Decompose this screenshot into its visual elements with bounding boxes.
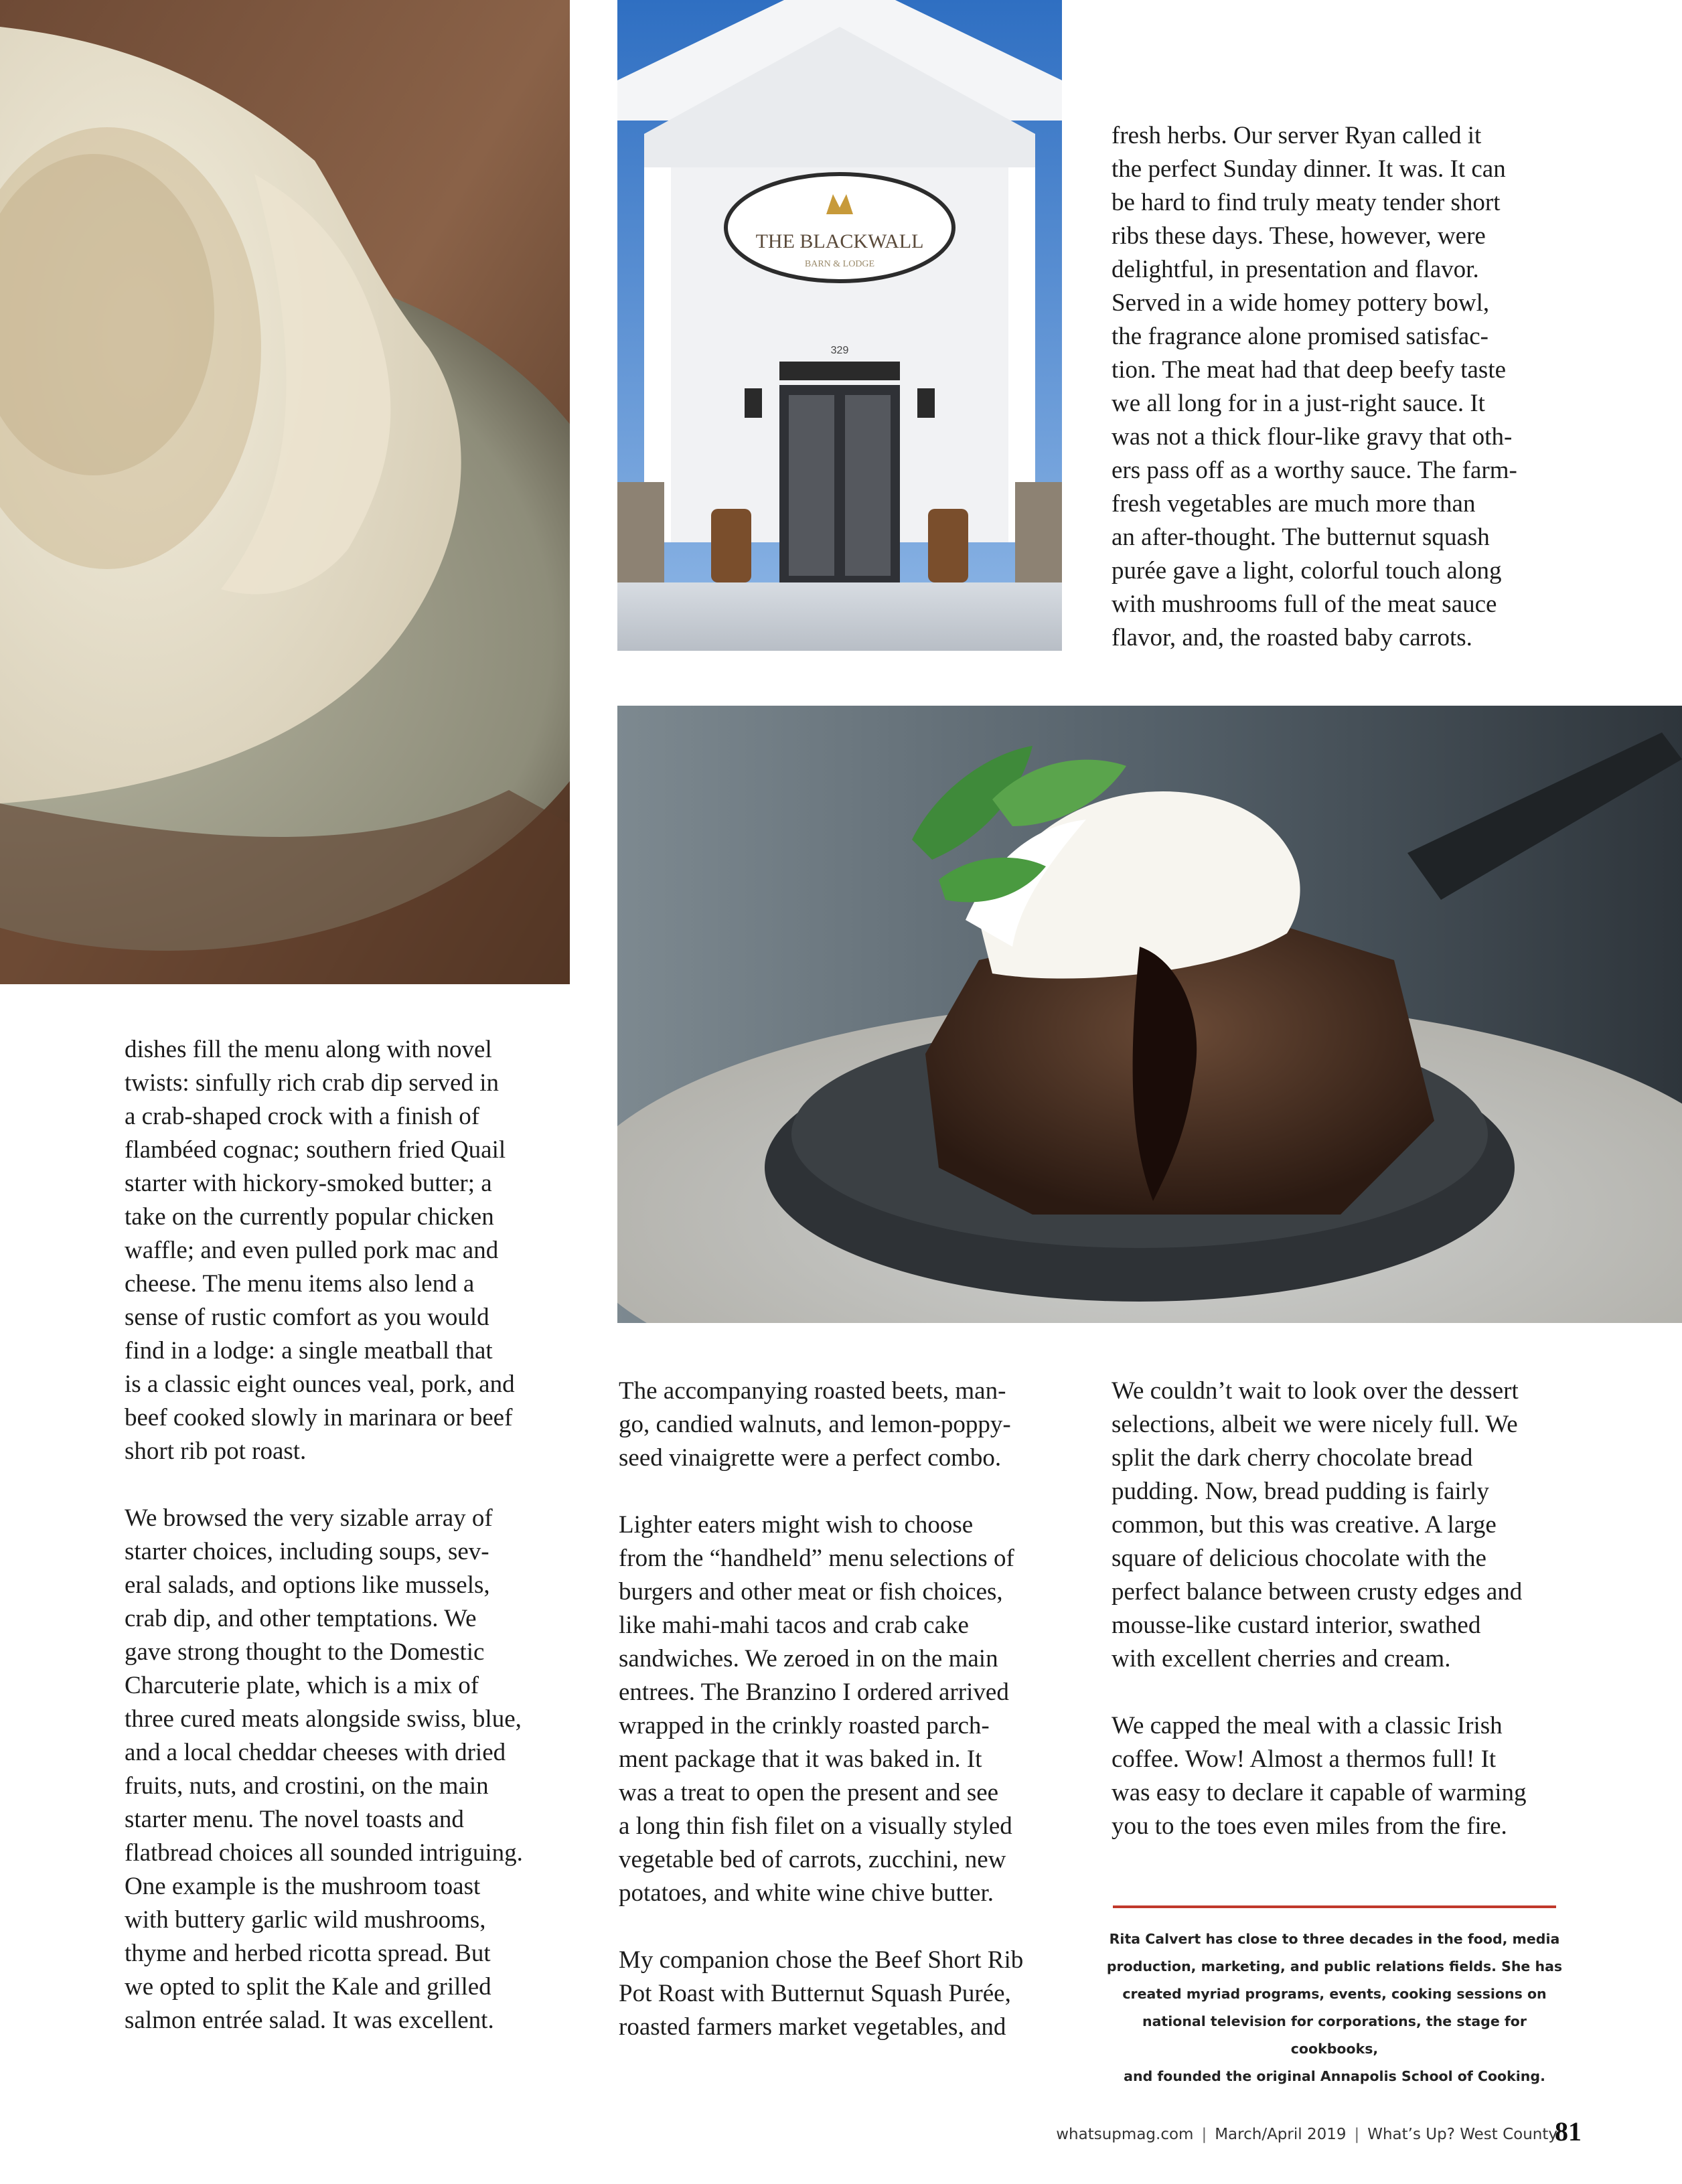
storefront-sign-subtext: BARN & LODGE (804, 259, 875, 269)
footer-issue: March/April 2019 (1215, 2126, 1347, 2143)
column-right-bottom (1112, 1375, 1594, 1843)
paragraph: The accompanying roasted beets, man- go, candied walnuts, and lemon-poppy- seed vinaigrette were a perfect combo. (619, 1377, 1011, 1472)
storefront-sign-text: THE BLACKWALL (755, 230, 924, 252)
bio-divider (1113, 1905, 1556, 1908)
paragraph: Lighter eaters might wish to choose from the “handheld” menu selections of burgers and other meat or fish choices, like mahi-mahi tacos and crab cake sandwiches. We zeroed in on the main entrees. The Branzino I ordered arrived wrapped in the crinkly roasted parch- ment package that it was baked in. It was a treat to open the present and see a long thin fish filet on a visually styled vegetable bed of carrots, zucchini, new potatoes, and white wine chive butter. (619, 1511, 1014, 1907)
paragraph: My companion chose the Beef Short Rib Pot Roast with Butternut Squash Purée, roasted farmers market vegetables, and (619, 1946, 1024, 2041)
column-middle (619, 1375, 1081, 2044)
paragraph: We browsed the very sizable array of starter choices, including soups, sev- eral salads, and options like mussels, crab dip, and other temptations. We gave strong thought to the Domestic Charcuterie plate, which is a mix of three cured meats alongside swiss, blue, and a local cheddar cheeses with dried fruits, nuts, and crostini, on the main starter menu. The novel toasts and flatbread choices all sounded intriguing. One example is the mushroom toast with buttery garlic wild mushrooms, thyme and herbed ricotta spread. But we opted to split the Kale and grilled salmon entrée salad. It was excellent. (125, 1504, 523, 2034)
footer-publication: What’s Up? West County (1367, 2126, 1557, 2143)
photo-restaurant-storefront (617, 0, 1062, 651)
photo-bread-pudding (617, 706, 1682, 1323)
paragraph: fresh herbs. Our server Ryan called it the perfect Sunday dinner. It was. It can be hard to find truly meaty tender short ribs these days. These, however, were delightful, in presentation and flavor. Served in a wide homey pottery bowl, the fragrance alone promised satisfac- tion. The meat had that deep beefy taste we all long for in a just-right sauce. It was not a thick flour-like gravy that oth- ers pass off as a worthy sauce. The farm- fresh vegetables are much more than an after-thought. The butternut squash purée gave a light, colorful touch along with mushrooms full of the meat sauce flavor, and, the roasted baby carrots. (1112, 122, 1517, 651)
column-left (125, 1033, 580, 2037)
paragraph: dishes fill the menu along with novel twists: sinfully rich crab dip served in a crab-shaped crock with a finish of flambéed cognac; southern fried Quail starter with hickory-smoked butter; a take on the currently popular chicken waffle; and even pulled pork mac and cheese. The menu items also lend a sense of rustic comfort as you would find in a lodge: a single meatball that is a classic eight ounces veal, pork, and beef cooked slowly in marinara or beef short rib pot roast. (125, 1036, 515, 1465)
column-right-top (1112, 119, 1594, 655)
page-footer: whatsupmag.com | March/April 2019 | What’s Up? West County (1056, 2126, 1557, 2143)
page-number: 81 (1555, 2116, 1582, 2147)
footer-site: whatsupmag.com (1056, 2126, 1194, 2143)
paragraph: We couldn’t wait to look over the dessert selections, albeit we were nicely full. We split the dark cherry chocolate bread pudding. Now, bread pudding is fairly common, but this was creative. A large square of delicious chocolate with the perfect balance between crusty edges and mousse-like custard interior, swathed with excellent cherries and cream. (1112, 1377, 1523, 1672)
author-bio: Rita Calvert has close to three decades in the food, media production, marketing, and public relations fields. She has created myriad programs, events, cooking sessions on national television for corporations, the stage for cookbooks, and founded the original Annapolis School of Cooking. (1106, 1931, 1563, 2084)
paragraph: We capped the meal with a classic Irish coffee. Wow! Almost a thermos full! It was easy to declare it capable of warming you to the toes even miles from the fire. (1112, 1712, 1527, 1840)
photo-branzino-parchment (0, 0, 570, 984)
storefront-number: 329 (830, 345, 849, 356)
